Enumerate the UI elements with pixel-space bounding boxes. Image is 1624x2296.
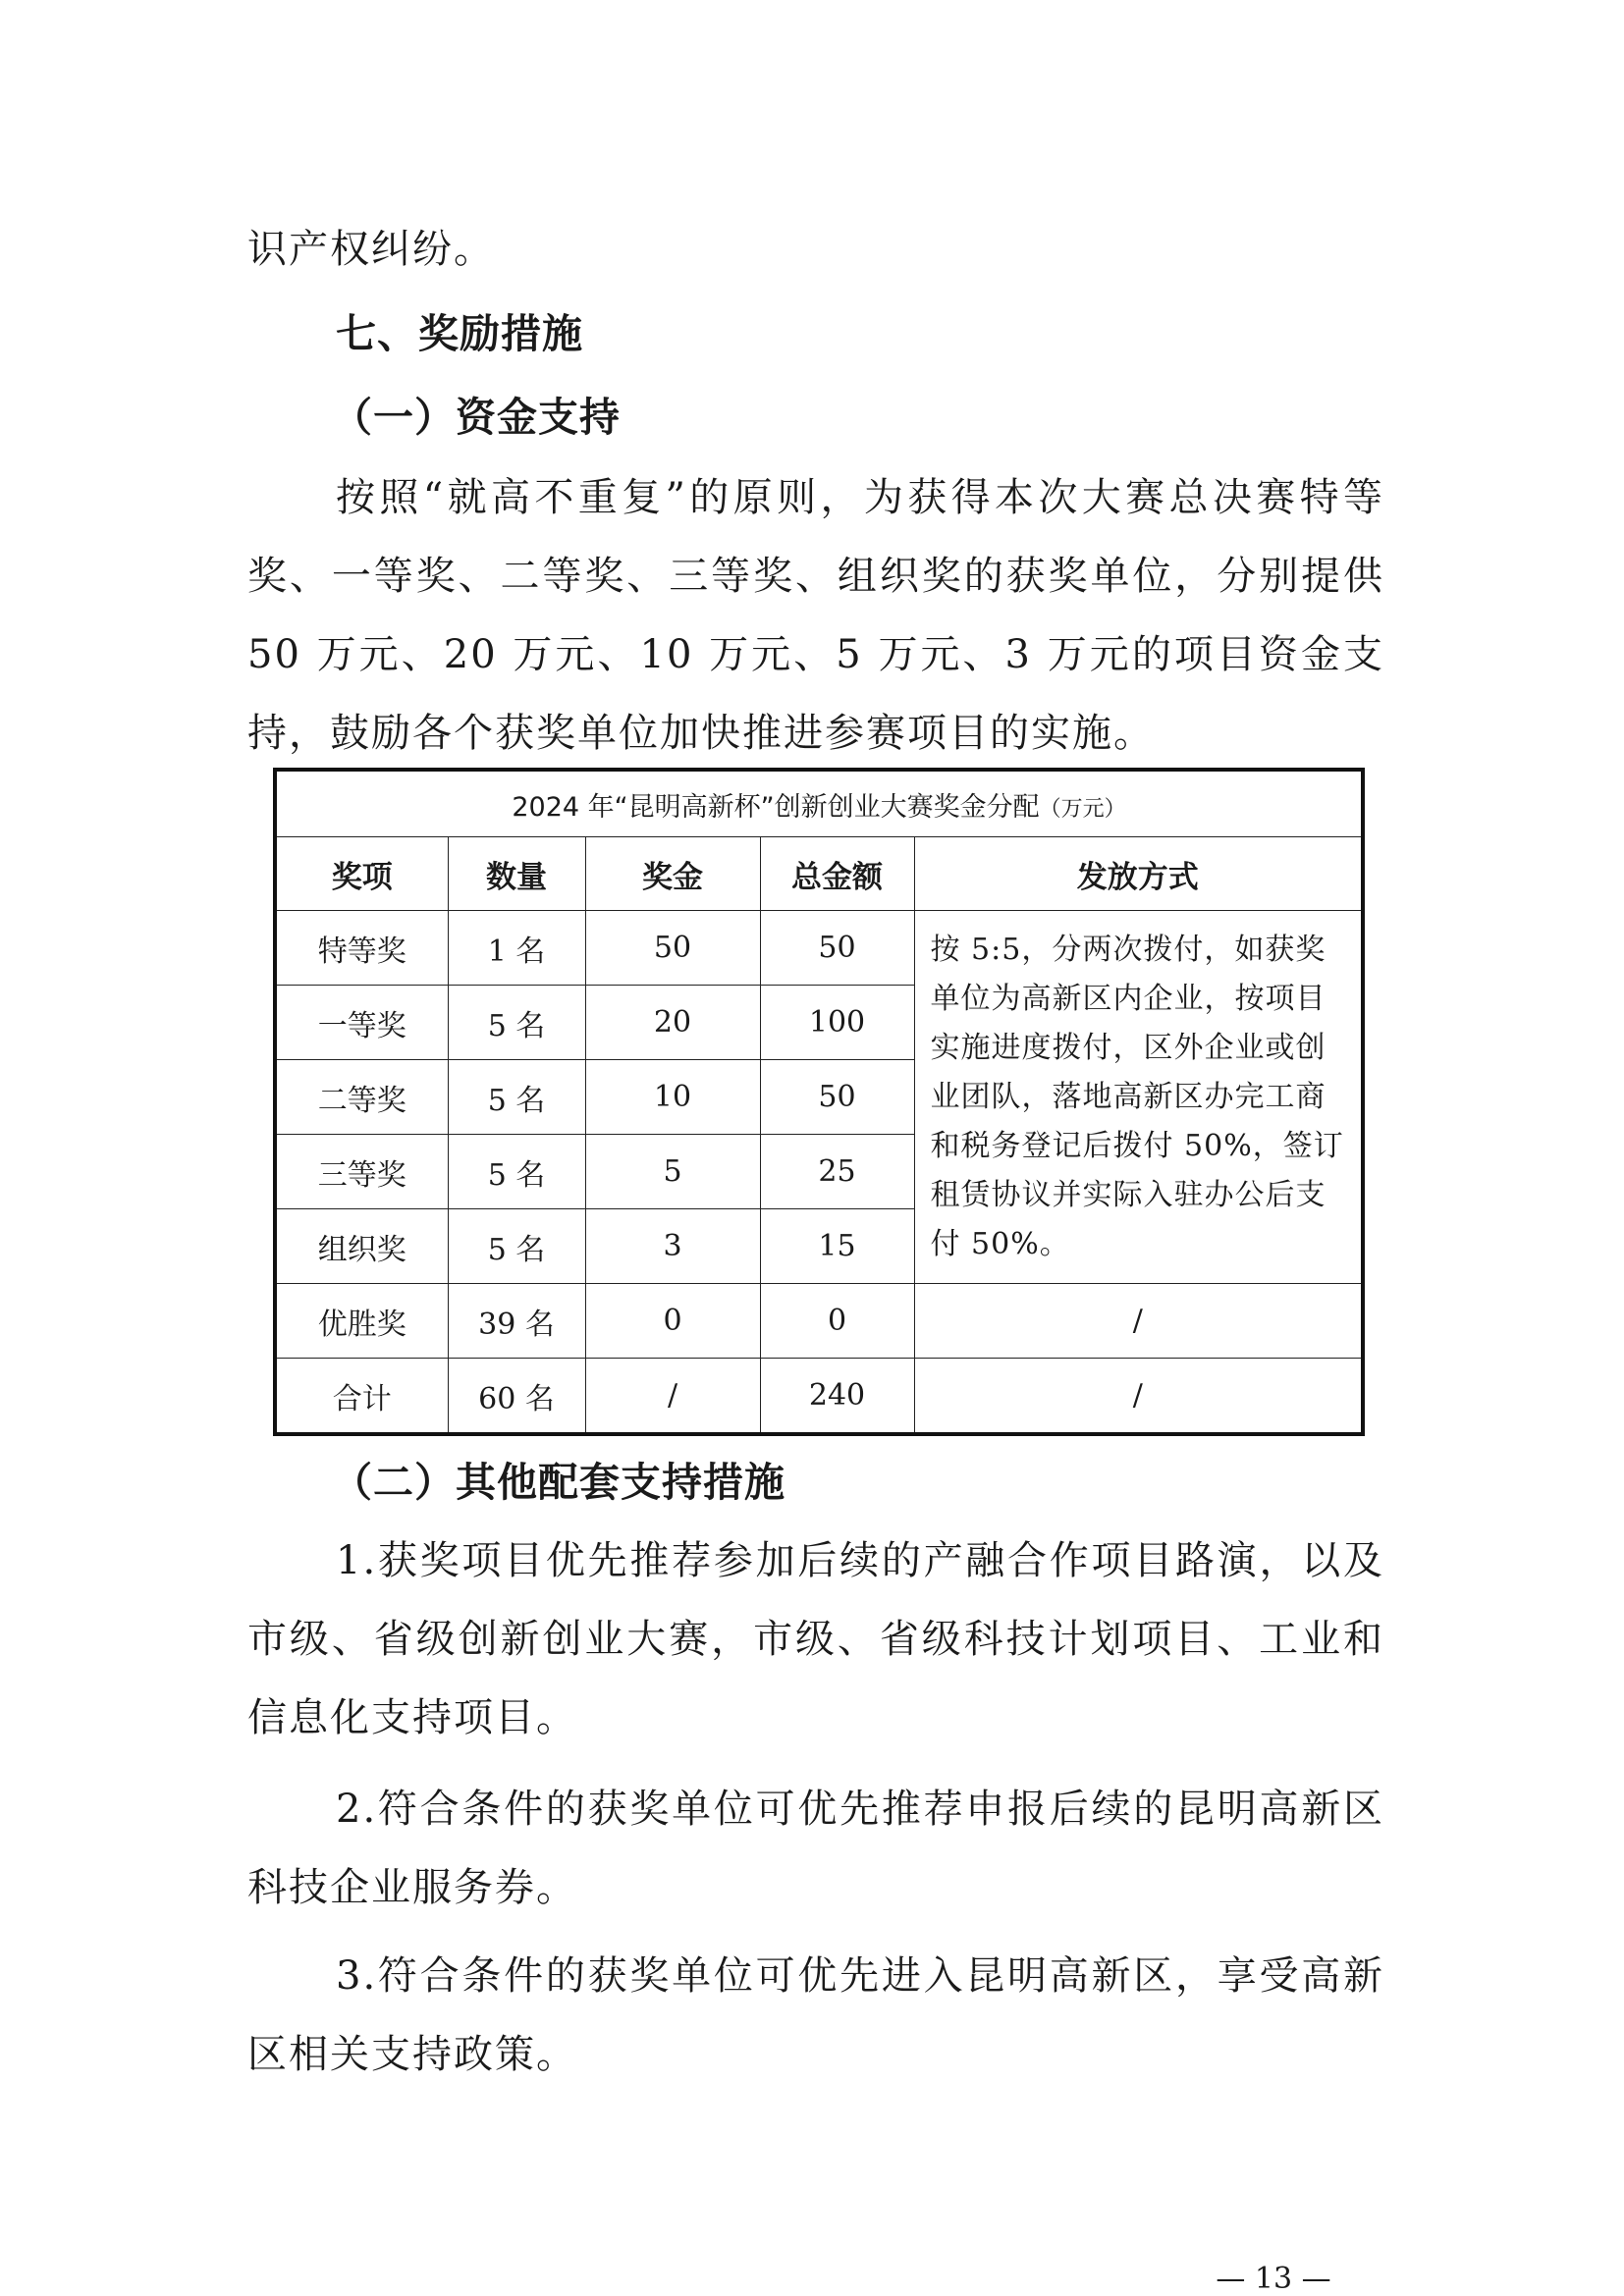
count-cell: 1 名 [448, 911, 585, 986]
count-cell: 5 名 [448, 1135, 585, 1209]
table-total-row [275, 1359, 1363, 1435]
prize-allocation-table [273, 768, 1365, 1436]
method-cell: / [914, 1359, 1363, 1435]
total-cell: 50 [760, 1060, 914, 1135]
award-cell: 组织奖 [275, 1209, 448, 1284]
award-cell: 特等奖 [275, 911, 448, 986]
support-item-3: 3.符合条件的获奖单位可优先进入昆明高新区，享受高新区相关支持政策。 [247, 1953, 1384, 2077]
award-cell: 三等奖 [275, 1135, 448, 1209]
column-header-total: 总金额 [760, 837, 914, 911]
table-row [275, 911, 1363, 986]
support-item-2: 2.符合条件的获奖单位可优先推荐申报后续的昆明高新区科技企业服务券。 [247, 1787, 1384, 1910]
column-header-count: 数量 [448, 837, 585, 911]
table-caption-title: 2024 年“昆明高新杯”创新创业大赛奖金分配 [512, 791, 1040, 823]
subsection-heading-funding: （一）资金支持 [332, 394, 621, 441]
section-heading-reward-measures: 七、奖励措施 [336, 310, 583, 357]
award-cell: 一等奖 [275, 986, 448, 1060]
award-cell: 二等奖 [275, 1060, 448, 1135]
table-caption [275, 770, 1363, 837]
prize-cell: 5 [585, 1135, 760, 1209]
column-header-award: 奖项 [275, 837, 448, 911]
count-cell: 39 名 [448, 1284, 585, 1359]
support-item-1: 1.获奖项目优先推荐参加后续的产融合作项目路演，以及市级、省级创新创业大赛，市级、省级科技计划项目、工业和信息化支持项目。 [247, 1538, 1384, 1740]
award-cell: 优胜奖 [275, 1284, 448, 1359]
total-cell: 25 [760, 1135, 914, 1209]
table-row [275, 1284, 1363, 1359]
total-cell: 100 [760, 986, 914, 1060]
page-number: — 13 — [1216, 2262, 1331, 2296]
total-cell: 50 [760, 911, 914, 986]
award-cell: 合计 [275, 1359, 448, 1435]
payment-method-cell: 按 5:5，分两次拨付，如获奖单位为高新区内企业，按项目实施进度拨付，区外企业或创业团队，落地高新区办完工商和税务登记后拨付 50%，签订租赁协议并实际入驻办公后支付 50%。 [914, 911, 1363, 1284]
prize-cell: 10 [585, 1060, 760, 1135]
count-cell: 5 名 [448, 986, 585, 1060]
prize-cell: 3 [585, 1209, 760, 1284]
table-caption-unit: （万元） [1039, 796, 1126, 822]
column-header-prize: 奖金 [585, 837, 760, 911]
prize-cell: 0 [585, 1284, 760, 1359]
total-cell: 15 [760, 1209, 914, 1284]
prize-cell: 50 [585, 911, 760, 986]
table-header-row [275, 837, 1363, 911]
prize-cell: 20 [585, 986, 760, 1060]
funding-paragraph: 按照“就高不重复”的原则，为获得本次大赛总决赛特等奖、一等奖、二等奖、三等奖、组织奖的获奖单位，分别提供 50 万元、20 万元、10 万元、5 万元、3 万元的项目资金支持，鼓励各个获奖单位加快推进参赛项目的实施。 [247, 475, 1384, 756]
count-cell: 60 名 [448, 1359, 585, 1435]
column-header-method: 发放方式 [914, 837, 1363, 911]
total-cell: 0 [760, 1284, 914, 1359]
total-cell: 240 [760, 1359, 914, 1435]
method-cell: / [914, 1284, 1363, 1359]
subsection-heading-other-support: （二）其他配套支持措施 [332, 1459, 785, 1506]
count-cell: 5 名 [448, 1209, 585, 1284]
continuation-paragraph: 识产权纠纷。 [247, 227, 495, 272]
count-cell: 5 名 [448, 1060, 585, 1135]
prize-cell: / [585, 1359, 760, 1435]
